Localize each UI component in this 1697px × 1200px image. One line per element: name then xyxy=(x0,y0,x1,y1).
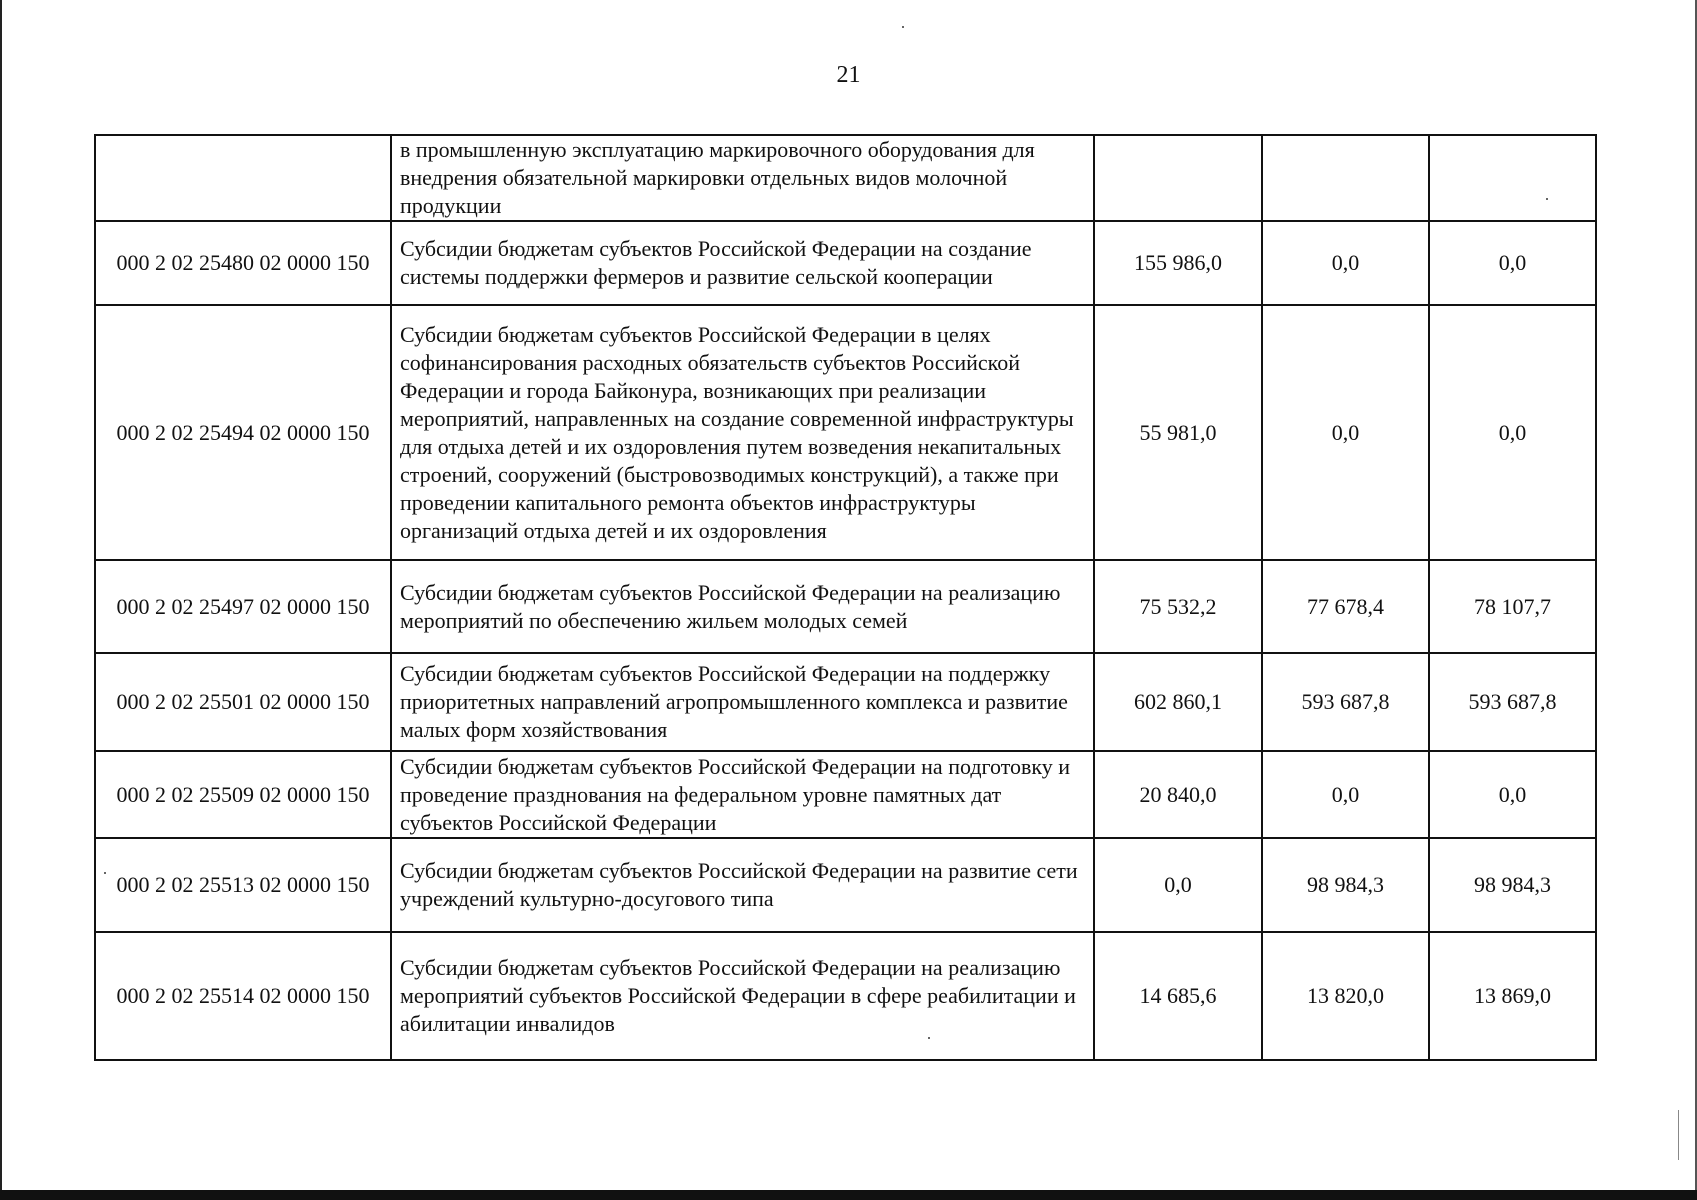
value-cell-2: 0,0 xyxy=(1262,751,1429,838)
value-cell-1 xyxy=(1094,135,1262,221)
page-edge-left xyxy=(0,0,2,1200)
budget-code-cell: 000 2 02 25509 02 0000 150 xyxy=(95,751,391,838)
table-row xyxy=(95,560,1596,653)
table-row xyxy=(95,653,1596,751)
scan-speck xyxy=(902,26,904,28)
description-cell: Субсидии бюджетам субъектов Российской Федерации на подготовку и проведение празднования на федеральном уровне памятных дат субъектов Российской Федерации xyxy=(391,751,1094,838)
budget-table-body xyxy=(95,135,1596,1060)
table-row xyxy=(95,751,1596,838)
budget-table xyxy=(94,134,1597,1061)
value-cell-2 xyxy=(1262,135,1429,221)
table-row xyxy=(95,221,1596,305)
value-cell-3: 98 984,3 xyxy=(1429,838,1596,932)
description-cell: Субсидии бюджетам субъектов Российской Федерации на развитие сети учреждений культурно-досугового типа xyxy=(391,838,1094,932)
budget-code-cell: 000 2 02 25494 02 0000 150 xyxy=(95,305,391,560)
value-cell-2: 0,0 xyxy=(1262,221,1429,305)
scan-speck xyxy=(928,1037,930,1039)
value-cell-1: 75 532,2 xyxy=(1094,560,1262,653)
budget-code-cell: 000 2 02 25514 02 0000 150 xyxy=(95,932,391,1060)
value-cell-1: 0,0 xyxy=(1094,838,1262,932)
value-cell-1: 20 840,0 xyxy=(1094,751,1262,838)
value-cell-1: 14 685,6 xyxy=(1094,932,1262,1060)
value-cell-3 xyxy=(1429,135,1596,221)
budget-code-cell: 000 2 02 25497 02 0000 150 xyxy=(95,560,391,653)
page-number: 21 xyxy=(836,62,861,88)
description-cell: Субсидии бюджетам субъектов Российской Федерации на создание системы поддержки фермеров и развитие сельской кооперации xyxy=(391,221,1094,305)
value-cell-3: 593 687,8 xyxy=(1429,653,1596,751)
table-row xyxy=(95,135,1596,221)
table-row xyxy=(95,838,1596,932)
description-cell: в промышленную эксплуатацию маркировочного оборудования для внедрения обязательной маркировки отдельных видов молочной продукции xyxy=(391,135,1094,221)
value-cell-1: 55 981,0 xyxy=(1094,305,1262,560)
value-cell-3: 78 107,7 xyxy=(1429,560,1596,653)
table-row xyxy=(95,305,1596,560)
budget-code-cell: 000 2 02 25480 02 0000 150 xyxy=(95,221,391,305)
table-row xyxy=(95,932,1596,1060)
budget-code-cell xyxy=(95,135,391,221)
value-cell-2: 593 687,8 xyxy=(1262,653,1429,751)
scan-speck xyxy=(1546,198,1548,200)
value-cell-3: 0,0 xyxy=(1429,221,1596,305)
value-cell-1: 155 986,0 xyxy=(1094,221,1262,305)
value-cell-2: 77 678,4 xyxy=(1262,560,1429,653)
value-cell-1: 602 860,1 xyxy=(1094,653,1262,751)
value-cell-3: 0,0 xyxy=(1429,751,1596,838)
value-cell-3: 13 869,0 xyxy=(1429,932,1596,1060)
budget-code-cell: 000 2 02 25501 02 0000 150 xyxy=(95,653,391,751)
description-cell: Субсидии бюджетам субъектов Российской Федерации на реализацию мероприятий субъектов Российской Федерации в сфере реабилитации и абилитации инвалидов xyxy=(391,932,1094,1060)
value-cell-3: 0,0 xyxy=(1429,305,1596,560)
scan-speck xyxy=(104,872,106,874)
value-cell-2: 98 984,3 xyxy=(1262,838,1429,932)
scan-margin-mark xyxy=(1678,1110,1679,1160)
scan-bottom-band xyxy=(0,1190,1697,1200)
description-cell: Субсидии бюджетам субъектов Российской Федерации на реализацию мероприятий по обеспечению жильем молодых семей xyxy=(391,560,1094,653)
value-cell-2: 0,0 xyxy=(1262,305,1429,560)
description-cell: Субсидии бюджетам субъектов Российской Федерации в целях софинансирования расходных обязательств субъектов Российской Федерации и города Байконура, возникающих при реализации мероприятий, направленных на создание современной инфраструктуры для отдыха детей и их оздоровления путем возведения некапитальных строений, сооружений (быстровозводимых конструкций), а также при проведении капитального ремонта объектов инфраструктуры организаций отдыха детей и их оздоровления xyxy=(391,305,1094,560)
budget-code-cell: 000 2 02 25513 02 0000 150 xyxy=(95,838,391,932)
description-cell: Субсидии бюджетам субъектов Российской Федерации на поддержку приоритетных направлений агропромышленного комплекса и развитие малых форм хозяйствования xyxy=(391,653,1094,751)
value-cell-2: 13 820,0 xyxy=(1262,932,1429,1060)
